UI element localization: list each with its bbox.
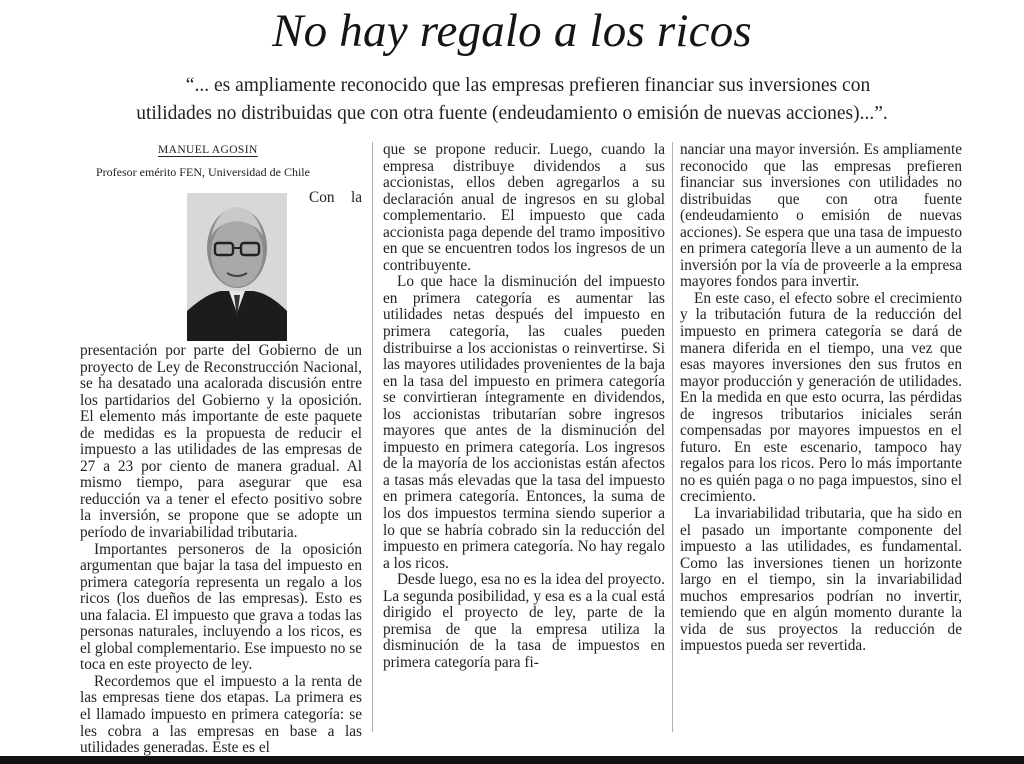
headline: No hay regalo a los ricos bbox=[272, 5, 752, 57]
paragraph: nanciar una mayor inversión. Es ampliamente reconocido que las empresas prefieren financiar sus inversiones con utilidades no distribuidas que con otra fuente (endeudamiento o emisión de nuevas acciones). Se espera que una tasa de impuesto en primera categoría lleve a un aumento de la inversión por la vía de proveerle a la empresa mayores fondos para invertir. bbox=[680, 141, 962, 291]
author-role: Profesor emérito FEN, Universidad de Chile bbox=[96, 165, 310, 179]
paragraph: Desde luego, esa no es la idea del proyecto. La segunda posibilidad, y esa es a la cual está dirigido el proyecto de ley, parte de la premisa de que la empresa utiliza la disminución de la tasa de impuestos en primera categoría para fi- bbox=[383, 571, 665, 671]
paragraph: Recordemos que el impuesto a la renta de las empresas tiene dos etapas. La primera es el llamado impuesto en primera categoría: se les cobra a las empresas en base a las utilidades generadas. Este es el bbox=[80, 672, 362, 757]
paragraph: La invariabilidad tributaria, que ha sido en el pasado un importante componente del impuesto a las utilidades, es fundamental. Como las inversiones tienen un horizonte largo en el tiempo, sin la invariabilidad muchos empresarios podrían no invertir, temiendo que en algún momento durante la vida de sus proyectos la reducción de impuestos pueda ser revertida. bbox=[680, 505, 962, 655]
author-name: MANUEL AGOSIN bbox=[158, 144, 258, 156]
column-3 bbox=[680, 142, 962, 655]
paragraph: Lo que hace la disminución del impuesto en primera categoría es aumentar las utilidades netas después del impuesto en primera categoría, las cuales pueden distribuirse a los accionistas o reinvertirse. Si las mayores utilidades provenientes de la baja en la tasa del impuesto en primera categoría se convirtieran íntegramente en dividendos, los accionistas tributarían sobre ingresos mayores que antes de la disminución del impuesto en primera categoría. Los ingresos de la mayoría de los accionistas están afectos a tasas más elevadas que la tasa del impuesto en primera categoría. Entonces, la suma de los dos impuestos termina siendo superior a lo que se habría cobrado sin la reducción del impuesto en primera categoría. No hay regalo a los ricos. bbox=[383, 273, 665, 572]
deck-quote-line-1: “... es ampliamente reconocido que las empresas prefieren financiar sus inversiones con bbox=[185, 75, 871, 96]
paragraph: Con la presentación por parte del Gobierno de un proyecto de Ley de Reconstrucción Nacional, se ha desatado una acalorada discusión entre los partidarios del Gobierno y la oposición. El elemento más importante de este paquete de medidas es la propuesta de reducir el impuesto a las utilidades de las empresas de 27 a 23 por ciento de manera gradual. Al mismo tiempo, para asegurar que esa reducción va a tener el efecto positivo sobre la inversión, se propone que se adopte un período de invariabilidad tributaria. bbox=[80, 189, 362, 542]
column-divider bbox=[672, 142, 673, 732]
column-divider bbox=[372, 142, 373, 732]
paragraph: que se propone reducir. Luego, cuando la empresa distribuye dividendos a sus accionistas, ellos deben agregarlos a su declaración anual de ingresos en su global complementario. El impuesto que cada accionista paga depende del tramo impositivo en que se encuentren todos los ingresos de un contribuyente. bbox=[383, 141, 665, 274]
portrait-icon bbox=[187, 193, 287, 341]
deck-quote-line-2: utilidades no distribuidas que con otra fuente (endeudamiento o emisión de nuevas acciones)...”. bbox=[136, 103, 888, 124]
bottom-edge-bar bbox=[0, 756, 1024, 764]
column-1 bbox=[80, 142, 362, 757]
paragraph: Importantes personeros de la oposición argumentan que bajar la tasa del impuesto en primera categoría representa un regalo a los ricos (los dueños de las empresas). Esto es una falacia. El impuesto que grava a todas las personas naturales, incluyendo a los ricos, es el global complementario. Ese impuesto no se toca en este proyecto de ley. bbox=[80, 540, 362, 674]
column-2 bbox=[383, 142, 665, 672]
author-photo bbox=[187, 193, 287, 341]
paragraph: En este caso, el efecto sobre el crecimiento y la tributación futura de la reducción del impuesto en primera categoría se dará de manera diferida en el tiempo, una vez que esas mayores inversiones den sus frutos en mayor producción y generación de utilidades. En la medida en que esto ocurra, las pérdidas de ingresos tributarios iniciales serán compensadas por mayores impuestos en el futuro. En este escenario, tampoco hay regalos para los ricos. Pero lo más importante no es quién paga o no paga impuestos, sino el crecimiento. bbox=[680, 289, 962, 506]
